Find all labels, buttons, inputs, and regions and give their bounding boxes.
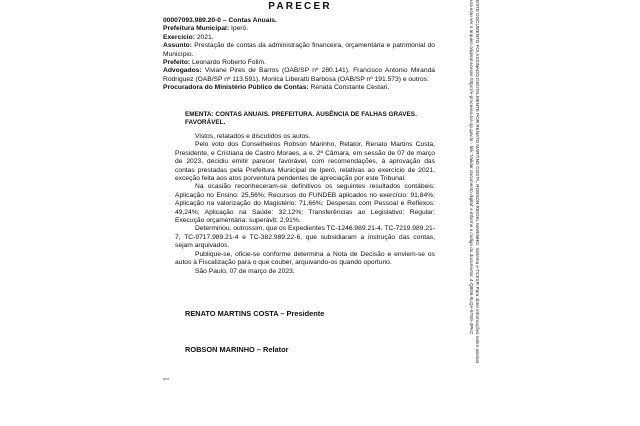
signature-sidebar <box>466 0 480 426</box>
ementa: EMENTA: CONTAS ANUAIS. PREFEITURA. AUSÊNCIA DE FALHAS GRAVES. FAVORÁVEL. <box>185 111 417 126</box>
page-title: PARECER <box>268 1 332 12</box>
sidebar-text <box>469 0 480 426</box>
paragraph-results: Na ocasião reconheceram-se definitivos os seguintes resultados contábeis: Aplicação no Ensino: 25,56%; Recursos do FUNDEB aplicados no exercício: 91,84%; Aplicação na valorização do Magistério: 71,66%; Despesas com Pessoal e Reflexos: 49,24%; Aplicação na Saúde: 32,12%; Transferências ao Legislativo: Regular; Execução orçamentária: superávit: 2,91%. <box>175 183 435 225</box>
signature-president: RENATO MARTINS COSTA – Presidente <box>185 309 325 318</box>
sidebar-line-1: ESTE DOCUMENTO FOI ASSINADO DIGITALMENTE POR RENATO MARTINS COSTA, ROBSON RIEDEL MARINHO. Sistema e-TCESP. Para obter informações sobre assinat <box>475 0 480 363</box>
footer-code: ec/r <box>163 376 170 381</box>
exercise-value: 2021. <box>196 33 214 41</box>
signature-rapporteur: ROBSON MARINHO – Relator <box>185 345 289 354</box>
place-date: São Paulo, 07 de março de 2023. <box>195 267 295 275</box>
paragraph-expedients: Determinou, outrossim, que os Expedientes TC-1246.989.21-4, TC-7219.989.21-7, TC-9717.989.21-4 e TC-382.989.22-6, que subsidiaram a instrução das contas, sejam arquivados. <box>175 225 435 250</box>
lawyers-label: Advogados: <box>163 67 202 75</box>
lawyers-value: Viviane Pires de Barros (OAB/SP nº 280.141), Francisco Antonio Miranda Rodriguez (OAB/SP nº 113.591), Monica Liberatti Barbosa (OAB/SP nº 191.573) e outros. <box>163 67 436 83</box>
process-number: 00007093.989.20-0 – Contas Anuais. <box>163 17 277 24</box>
mayor-value: Leonardo Roberto Folim. <box>192 59 266 67</box>
prosecutor-value: Renata Constante Cestari. <box>310 84 390 92</box>
paragraph-vote: Pelo voto dos Conselheiros Robson Marinho, Relator, Renato Martins Costa, Presidente, e Cristiana de Castro Moraes, a e. 2ª Câmara, em sessão de 07 de março de 2023, decidiu emitir parecer favorável, com recomendações, à aprovação das contas prestadas pela Prefeitura Municipal de Iperó, relativas ao exercício de 2021, exceção feita aos atos porventura pendentes de apreciação por este Tribunal. <box>175 141 435 183</box>
sidebar-line-2: ura e/ou ver o arquivo original acesse https://e-processo.tce.sp.gov.br - link 'Validar documento digital' e informe o código do documento: 4-Q8G6-9LQA-6T6S-4PKC <box>469 0 475 335</box>
paragraph-publish: Publique-se, oficie-se conforme determina a Nota de Decisão e enviem-se os autos à Fiscalização para o que couber, arquivando-os quando oportuno. <box>175 250 435 267</box>
prosecutor-label: Procuradora do Ministério Público de Contas: <box>163 84 309 92</box>
mayor-label: Prefeito: <box>163 59 191 67</box>
subject-label: Assunto: <box>163 42 192 50</box>
decision-body <box>175 133 435 276</box>
municipality-value: Iperó. <box>231 25 249 33</box>
paragraph-intro: Vistos, relatados e discutidos os autos. <box>195 133 311 140</box>
case-header <box>163 17 435 93</box>
exercise-label: Exercício: <box>163 33 195 41</box>
municipality-label: Prefeitura Municipal: <box>163 25 230 33</box>
subject-value: Prestação de contas da administração financeira, orçamentária e patrimonial do Município. <box>163 42 435 58</box>
